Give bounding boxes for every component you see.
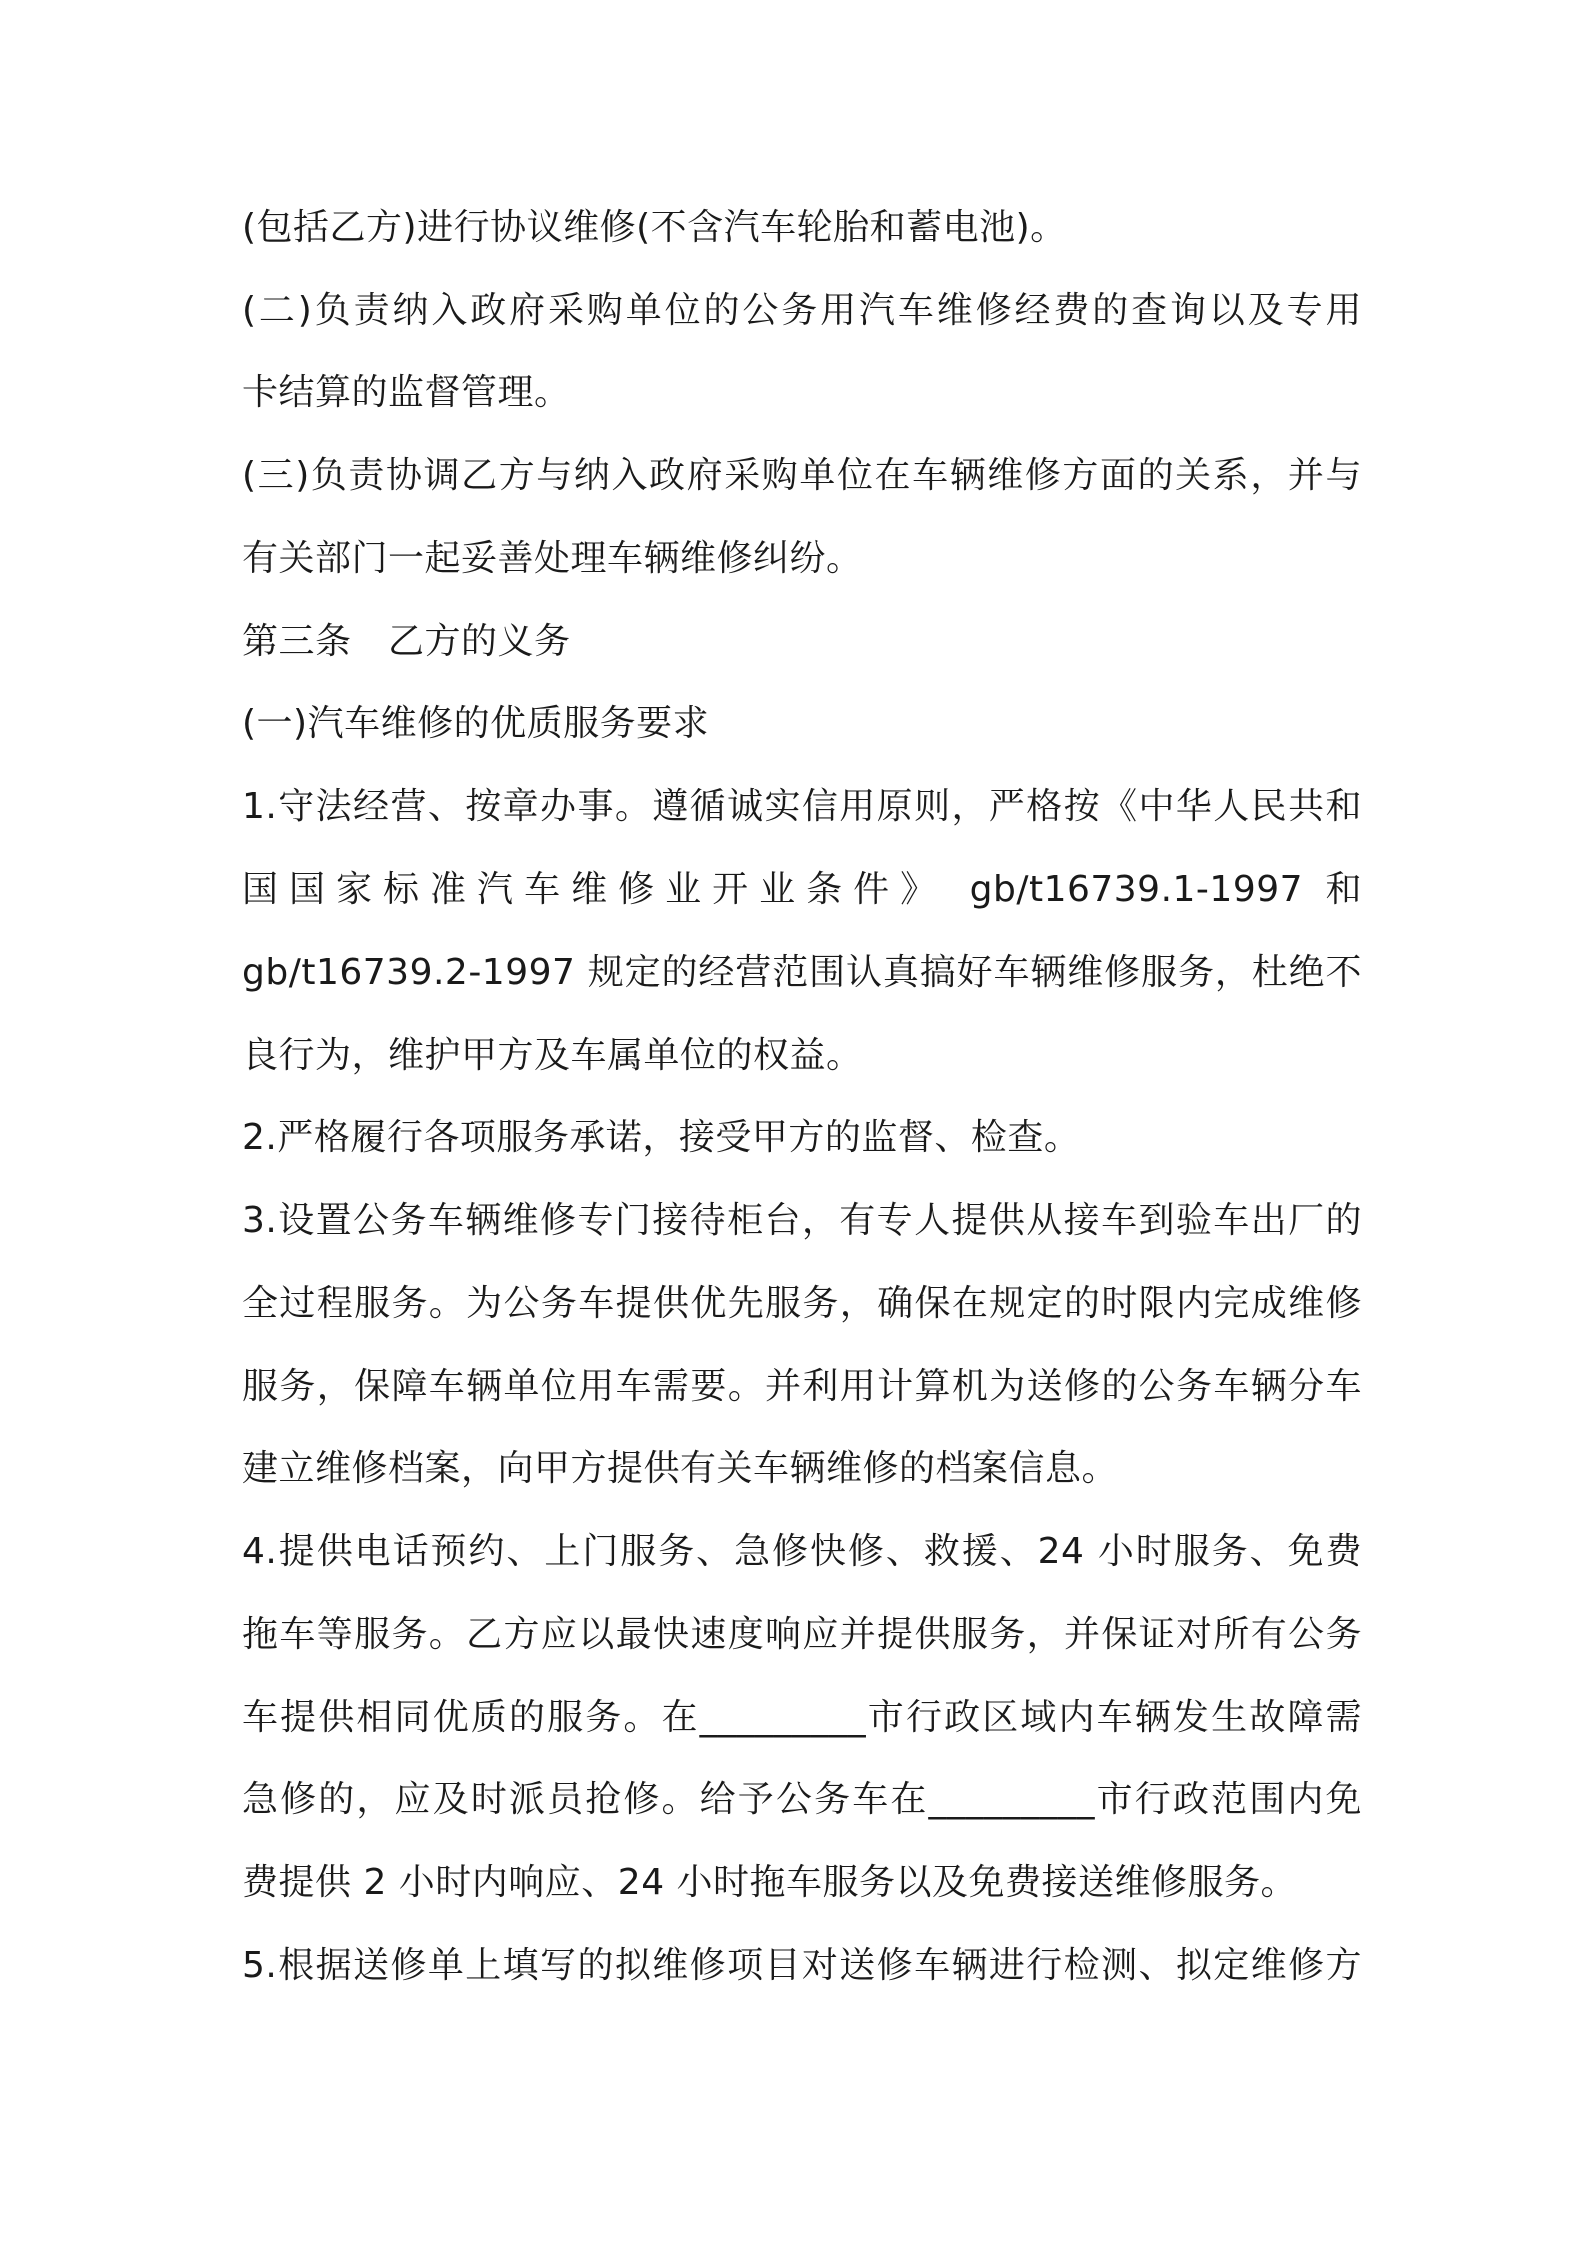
text-line: 拖车等服务。乙方应以最快速度响应并提供服务，并保证对所有公务 xyxy=(242,1614,1362,1655)
text-line: (二)负责纳入政府采购单位的公务用汽车维修经费的查询以及专用 xyxy=(242,290,1362,331)
text-line: gb/t16739.2-1997 规定的经营范围认真搞好车辆维修服务，杜绝不 xyxy=(242,952,1362,993)
text-line: 车提供相同优质的服务。在_________市行政区域内车辆发生故障需 xyxy=(242,1697,1362,1738)
text-line: 有关部门一起妥善处理车辆维修纠纷。 xyxy=(242,538,863,579)
section-heading: 第三条 乙方的义务 xyxy=(242,621,571,662)
text-line: 服务，保障车辆单位用车需要。并利用计算机为送修的公务车辆分车 xyxy=(242,1366,1362,1407)
text-line: 建立维修档案，向甲方提供有关车辆维修的档案信息。 xyxy=(242,1448,1119,1489)
text-line: (三)负责协调乙方与纳入政府采购单位在车辆维修方面的关系，并与 xyxy=(242,455,1362,496)
text-line: 1.守法经营、按章办事。遵循诚实信用原则，严格按《中华人民共和 xyxy=(242,786,1362,827)
text-line: 卡结算的监督管理。 xyxy=(242,372,571,413)
text-line: 全过程服务。为公务车提供优先服务，确保在规定的时限内完成维修 xyxy=(242,1283,1362,1324)
text-line: 费提供 2 小时内响应、24 小时拖车服务以及免费接送维修服务。 xyxy=(242,1862,1298,1903)
text-line: 2.严格履行各项服务承诺，接受甲方的监督、检查。 xyxy=(242,1117,1081,1158)
subsection-heading: (一)汽车维修的优质服务要求 xyxy=(242,703,710,744)
text-line: (包括乙方)进行协议维修(不含汽车轮胎和蓄电池)。 xyxy=(242,207,1067,248)
text-line: 国国家标准汽车维修业开业条件》 gb/t16739.1-1997 和 xyxy=(242,869,1362,910)
text-line: 5.根据送修单上填写的拟维修项目对送修车辆进行检测、拟定维修方 xyxy=(242,1945,1362,1986)
text-line: 4.提供电话预约、上门服务、急修快修、救援、24 小时服务、免费 xyxy=(242,1531,1362,1572)
text-line: 良行为，维护甲方及车属单位的权益。 xyxy=(242,1035,863,1076)
text-line: 急修的，应及时派员抢修。给予公务车在_________市行政范围内免 xyxy=(242,1779,1362,1820)
text-line: 3.设置公务车辆维修专门接待柜台，有专人提供从接车到验车出厂的 xyxy=(242,1200,1362,1241)
